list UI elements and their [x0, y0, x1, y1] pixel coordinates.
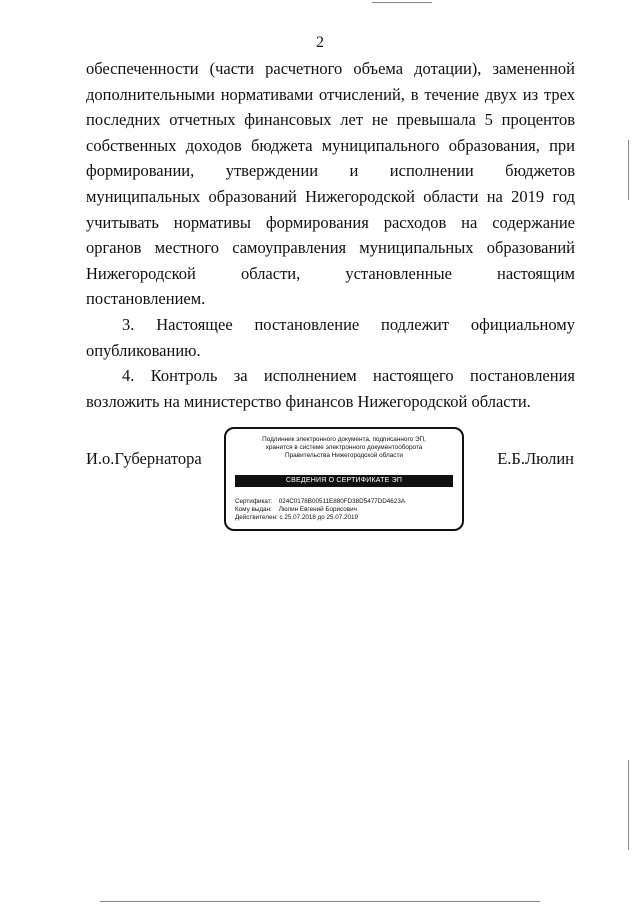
validity-value: с 25.07.2018 до 25.07.2019	[279, 514, 359, 522]
stamp-header	[226, 436, 462, 460]
paragraph-publication: 3. Настоящее постановление подлежит официальному опубликованию.	[86, 314, 575, 360]
stamp-title: СВЕДЕНИЯ О СЕРТИФИКАТЕ ЭП	[285, 477, 403, 484]
scan-edge-mark	[628, 760, 629, 850]
paragraph-control: 4. Контроль за исполнением настоящего постановления возложить на министерство финансов Нижегородской области.	[86, 366, 575, 411]
issued-to-value: Люлин Евгений Борисович	[278, 506, 357, 514]
scan-edge-mark	[372, 2, 432, 3]
stamp-certificate-info	[235, 498, 453, 523]
stamp-header-line: Правительства Нижегородской области	[284, 452, 404, 459]
stamp-header-line: хранится в системе электронного документооборота	[265, 444, 423, 451]
validity-row	[235, 514, 453, 522]
scan-edge-mark	[100, 901, 540, 902]
paragraph-continuation: обеспеченности (части расчетного объема дотации), замененной дополнительными нормативами отчислений, в течение двух из трех последних отчетных финансовых лет не превышала 5 процентов собственных доходов бюджета муниципального образования, при формировании, утверждении и исполнении бюджетов муниципальных образований Нижегородской области на 2019 год учитывать нормативы формирования расходов на содержание органов местного самоуправления муниципальных образований Нижегородской области, установленные настоящим постановлением.	[86, 59, 575, 309]
signatory-name: Е.Б.Люлин	[497, 449, 574, 468]
certificate-row	[235, 498, 453, 506]
stamp-header-line: Подлинник электронного документа, подписанного ЭП,	[262, 436, 426, 443]
stamp-title-bar	[235, 475, 453, 487]
certificate-value: 024C0178B00511E880FD38D5477DD4623A	[278, 498, 406, 505]
electronic-signature-stamp	[224, 427, 464, 531]
signatory-position: И.о.Губернатора	[86, 449, 202, 468]
validity-label: Действителен:	[235, 514, 278, 522]
page-number: 2	[316, 34, 324, 51]
scan-edge-mark	[628, 140, 629, 200]
document-body	[86, 56, 575, 414]
issued-to-label: Кому выдан:	[235, 506, 272, 514]
certificate-label: Сертификат:	[235, 498, 273, 505]
